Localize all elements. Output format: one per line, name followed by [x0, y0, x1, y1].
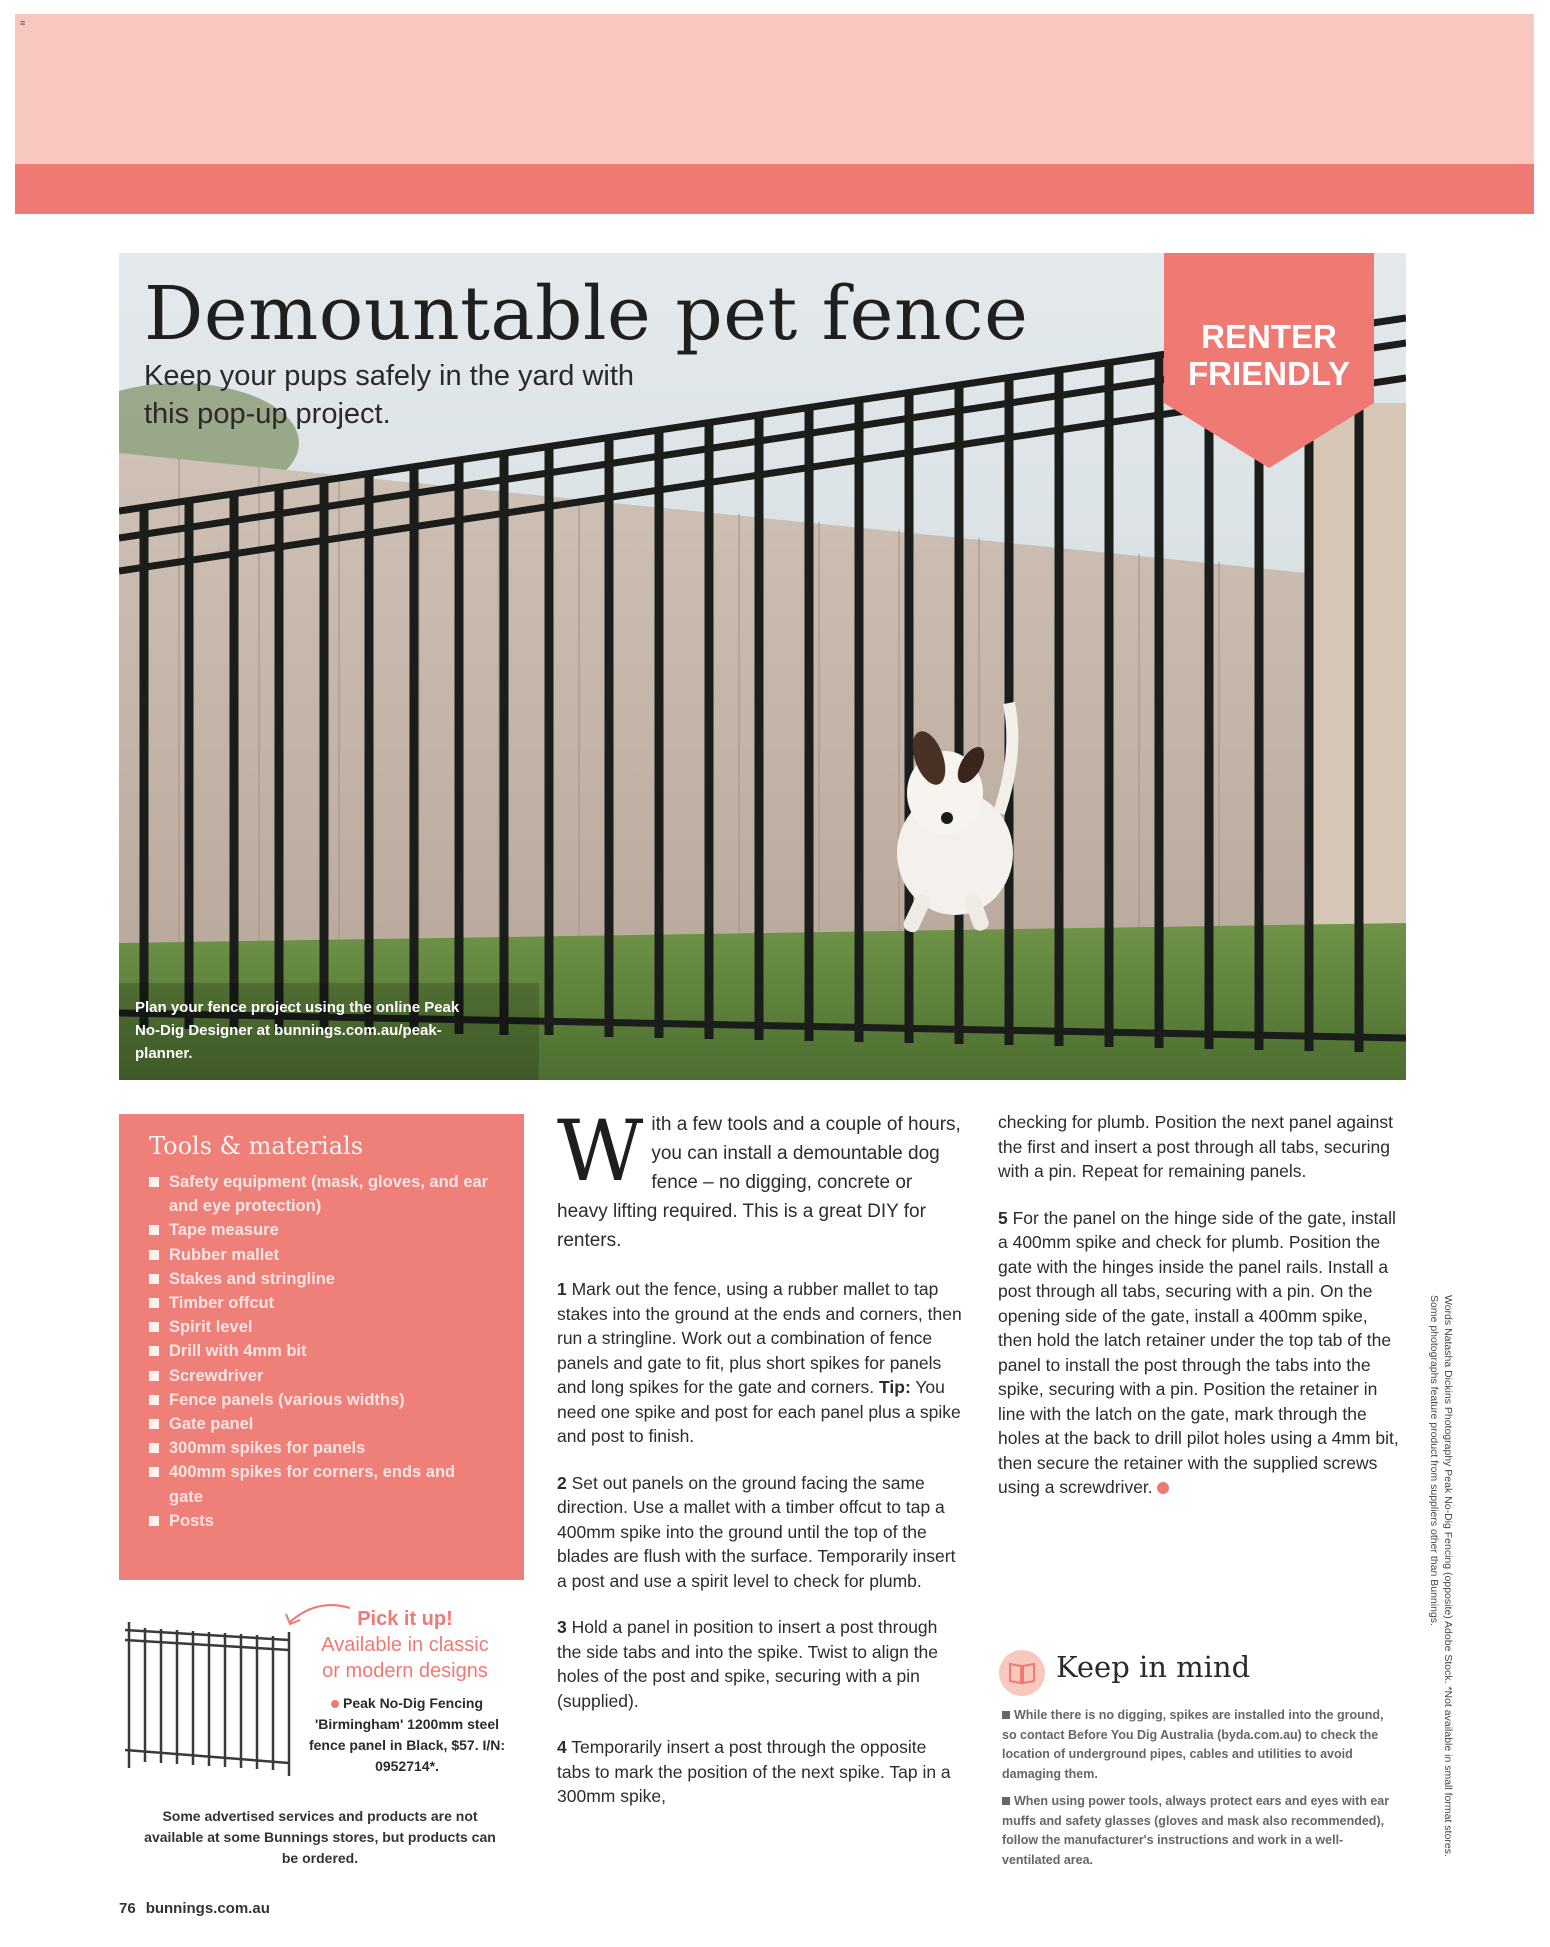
drop-cap: W [557, 1102, 644, 1200]
step-text: Mark out the fence, using a rubber mallet to tap stakes into the ground at the ends and corners, then run a stringline. Work out a combination of fence panels and gate to fit, plus short spikes for panels and long spikes for the gate and corners. [557, 1279, 962, 1397]
list-item: Spirit level [149, 1315, 489, 1339]
footer-site[interactable]: bunnings.com.au [145, 1900, 270, 1917]
list-item: Fence panels (various widths) [149, 1388, 489, 1412]
tools-materials-box [119, 1114, 524, 1580]
list-item: When using power tools, always protect ears and eyes with ear muffs and safety glasses (gloves and mask also recommended), follow the manufacturer's instructions and work in a well-ventilated area. [1002, 1794, 1390, 1867]
list-item: 400mm spikes for corners, ends and gate [149, 1460, 489, 1508]
page-footer [119, 1900, 280, 1917]
end-mark-icon [1157, 1482, 1169, 1494]
step-4 [557, 1735, 962, 1809]
keep-in-mind-title: Keep in mind [1056, 1650, 1251, 1684]
list-item: Safety equipment (mask, gloves, and ear and eye protection) [149, 1170, 489, 1218]
fence-panel-image [119, 1618, 299, 1778]
pick-it-up-callout [300, 1606, 510, 1684]
tools-list [149, 1170, 489, 1533]
list-item: Stakes and stringline [149, 1267, 489, 1291]
page-number: 76 [119, 1900, 136, 1917]
bullet-square-icon [1002, 1711, 1010, 1719]
instructions-column-2 [998, 1110, 1403, 1522]
step-number: 5 [998, 1207, 1008, 1228]
step-number: 1 [557, 1279, 567, 1299]
step-text: Set out panels on the ground facing the same direction. Use a mallet with a timber offcut to tap a 400mm spike into the ground until the top of the blades are flush with the surface. Temporarily insert a post and use a spirit level to check for plumb. [557, 1472, 956, 1591]
list-item: Gate panel [149, 1412, 489, 1436]
book-icon [998, 1649, 1046, 1697]
hero-photo [119, 253, 1406, 1080]
pick-title: Pick it up! [357, 1608, 453, 1630]
list-item: Screwdriver [149, 1364, 489, 1388]
tip-text: You need one spike and post for each panel plus a spike and post to finish. [557, 1377, 961, 1446]
keep-in-mind-list [1002, 1706, 1398, 1878]
list-item: Drill with 4mm bit [149, 1339, 489, 1363]
product-detail-text: Peak No-Dig Fencing 'Birmingham' 1200mm steel fence panel in Black, $57. I/N: 0952714*. [308, 1695, 506, 1774]
page-subtitle: Keep your pups safely in the yard with this pop-up project. [144, 360, 635, 430]
tip-label: Tip: [879, 1377, 911, 1397]
step-text: Hold a panel in position to insert a post through the side tabs and into the spike. Twist to align the holes of the post and spike, securing with a pin (supplied). [557, 1617, 939, 1711]
step-1 [557, 1277, 962, 1449]
bullet-dot-icon [331, 1700, 339, 1708]
corner-mark: ≡ [20, 18, 26, 28]
step-number: 2 [557, 1472, 567, 1493]
product-detail [307, 1693, 507, 1777]
renter-friendly-badge [1164, 253, 1374, 468]
page-title: Demountable pet fence [144, 271, 1029, 357]
instructions-column-1 [557, 1102, 962, 1831]
photo-credits: Words Natasha Dickins Photography Peak No-Dig Fencing (opposite) Adobe Stock. *Not available in small format stores. Some photographs feature product from suppliers other than Bunnings. [1428, 1295, 1454, 1857]
header-band-accent [15, 164, 1534, 214]
badge-line-2: FRIENDLY [1188, 355, 1350, 392]
badge-line-1: RENTER [1201, 318, 1337, 355]
header-band-light [15, 14, 1534, 164]
list-item: Timber offcut [149, 1291, 489, 1315]
step-text: For the panel on the hinge side of the gate, install a 400mm spike and check for plumb. Position the gate with the hinges inside the panel rails. Install a post through all tabs, securing with a pin. On the opening side of the gate, install a 400mm spike, then hold the latch retainer under the top tab of the panel to install the post through the tabs into the spike, securing with a pin. Position the retainer in line with the latch on the gate, mark through the holes at the back to drill pilot holes using a 4mm bit, then secure the retainer with the supplied screws using a screwdriver. [998, 1207, 1399, 1497]
intro-text: ith a few tools and a couple of hours, you can install a demountable dog fence – no digging, concrete or heavy lifting required. This is a great DIY for renters. [557, 1114, 961, 1251]
list-item: 300mm spikes for panels [149, 1436, 489, 1460]
list-item: While there is no digging, spikes are installed into the ground, so contact Before You Dig Australia (byda.com.au) to check the location of underground pipes, cables and utilities to avoid damaging them. [1002, 1708, 1384, 1781]
list-item: Rubber mallet [149, 1243, 489, 1267]
intro-paragraph [557, 1102, 962, 1255]
step-2 [557, 1471, 962, 1594]
step-4-continued: checking for plumb. Position the next panel against the first and insert a post through all tabs, securing with a pin. Repeat for remaining panels. [998, 1112, 1393, 1181]
step-number: 4 [557, 1737, 567, 1757]
step-text: Temporarily insert a post through the opposite tabs to mark the position of the next spike. Tap in a 300mm spike, [557, 1737, 951, 1806]
list-item: Posts [149, 1509, 489, 1533]
store-disclaimer: Some advertised services and products are not available at some Bunnings stores, but products can be ordered. [144, 1808, 496, 1866]
step-number: 3 [557, 1617, 567, 1637]
pick-line-2: Available in classic [321, 1634, 489, 1656]
bullet-square-icon [1002, 1797, 1010, 1805]
pick-line-3: or modern designs [322, 1660, 488, 1682]
list-item: Tape measure [149, 1218, 489, 1242]
photo-caption: Plan your fence project using the online Peak No-Dig Designer at bunnings.com.au/peak-planner. [135, 999, 460, 1062]
step-3 [557, 1615, 962, 1713]
tools-title: Tools & materials [149, 1132, 364, 1160]
step-5 [998, 1206, 1403, 1500]
